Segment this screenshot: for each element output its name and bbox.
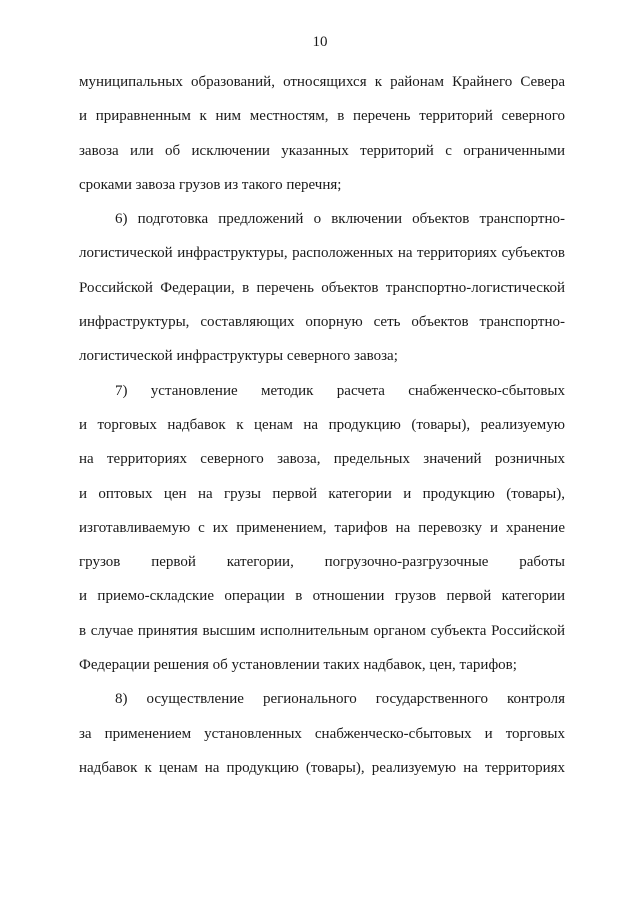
text-line: 7) установление методик расчета снабженческо-сбытовых: [115, 382, 565, 399]
document-body: [79, 72, 565, 792]
text-line: Российской Федерации, в перечень объектов транспортно-логистической: [79, 279, 565, 296]
text-line: и приравненным к ним местностям, в перечень территорий северного: [79, 108, 565, 125]
text-line: изготавливаемую с их применением, тарифов на перевозку и хранение: [79, 519, 565, 536]
page-number: 10: [312, 34, 328, 50]
text-line: инфраструктуры, составляющих опорную сеть объектов транспортно-: [79, 314, 565, 331]
text-line: надбавок к ценам на продукцию (товары), реализуемую на территориях: [79, 759, 565, 776]
text-line: в случае принятия высшим исполнительным органом субъекта Российской: [79, 622, 565, 639]
text-line: и приемо-складские операции в отношении грузов первой категории: [79, 588, 565, 605]
text-line: завоза или об исключении указанных территорий с ограниченными: [79, 142, 565, 159]
text-line: Федерации решения об установлении таких надбавок, цен, тарифов;: [79, 657, 517, 674]
text-line: и торговых надбавок к ценам на продукцию (товары), реализуемую: [79, 416, 565, 433]
text-line: на территориях северного завоза, предельных значений розничных: [79, 451, 565, 468]
text-line: 6) подготовка предложений о включении объектов транспортно-: [115, 211, 565, 228]
text-line: логистической инфраструктуры, расположенных на территориях субъектов: [79, 245, 565, 262]
text-line: 8) осуществление регионального государственного контроля: [115, 691, 565, 708]
text-line: грузов первой категории, погрузочно-разгрузочные работы: [79, 554, 565, 571]
text-line: за применением установленных снабженческо-сбытовых и торговых: [79, 725, 565, 742]
text-line: и оптовых цен на грузы первой категории и продукцию (товары),: [79, 485, 565, 502]
text-line: логистической инфраструктуры северного завоза;: [79, 348, 398, 365]
text-line: сроками завоза грузов из такого перечня;: [79, 176, 342, 193]
text-line: муниципальных образований, относящихся к районам Крайнего Севера: [79, 74, 565, 90]
